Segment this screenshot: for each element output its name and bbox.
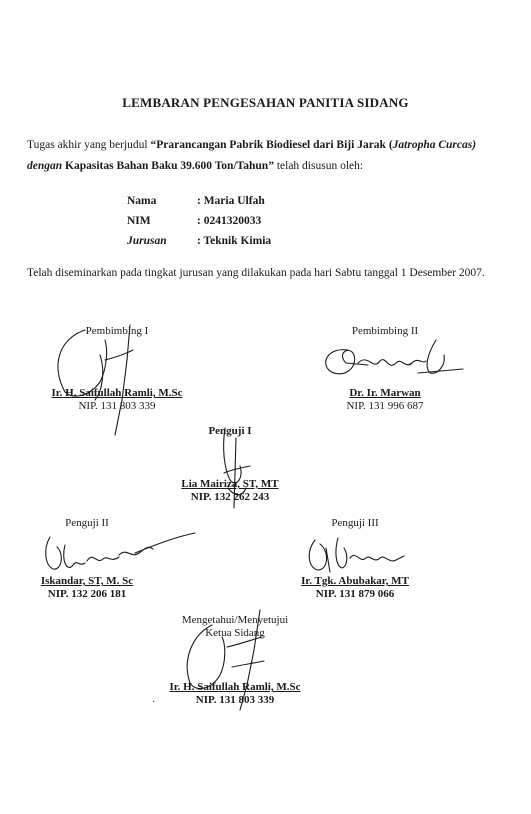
- signatory-name: Iskandar, ST, M. Sc: [40, 575, 134, 587]
- student-nim-label: NIM: [127, 215, 151, 227]
- signatory-role-line-1: Mengetahui/Menyetujui: [181, 614, 289, 626]
- student-name-label: Nama: [127, 195, 157, 207]
- signatory-nip: NIP. 131 996 687: [346, 400, 424, 412]
- signatory-nip: NIP. 132 262 243: [190, 491, 270, 503]
- intro-suffix: telah disusun oleh:: [273, 160, 364, 172]
- student-name-row: [127, 195, 265, 207]
- signatory-role: Penguji II: [65, 517, 109, 529]
- signatory-nip: NIP. 131 803 339: [195, 694, 275, 706]
- signatory-name: Ir. H. Saifullah Ramli, M.Sc: [169, 681, 301, 693]
- signatory-role: Pembimbing II: [351, 325, 419, 337]
- signatory-name: Ir. H. Saifullah Ramli, M.Sc: [51, 387, 183, 399]
- signatory-nip: NIP. 132 206 181: [47, 588, 127, 600]
- signatory-name: Lia Mairiza, ST, MT: [181, 478, 279, 490]
- signatory-role-line-2: Ketua Sidang: [205, 627, 265, 639]
- student-nim-row: [127, 215, 261, 227]
- page-title: LEMBARAN PENGESAHAN PANITIA SIDANG: [122, 95, 409, 110]
- thesis-title-part-2: Kapasitas Bahan Baku 39.600 Ton/Tahun”: [62, 160, 274, 172]
- signatory-role: Penguji III: [331, 517, 379, 529]
- signatory-name: Ir. Tgk. Abubakar, MT: [301, 575, 409, 587]
- thesis-title-part-1: “Prarancangan Pabrik Biodiesel dari Biji Jarak (: [150, 139, 393, 151]
- thesis-title-italic: Jatropha Curcas) dengan: [27, 139, 477, 172]
- seminar-paragraph: Telah diseminarkan pada tingkat jurusan yang dilakukan pada hari Sabtu tanggal 1 Desember 2007.: [27, 267, 485, 279]
- signatory-nip: NIP. 131 879 066: [315, 588, 395, 600]
- signature-penguji-2: [35, 525, 205, 585]
- student-jurusan-label: Jurusan: [127, 235, 167, 247]
- signature-ketua-sidang: [172, 605, 292, 715]
- stray-mark: ·: [152, 697, 156, 708]
- signature-pembimbing-2: [318, 335, 468, 385]
- signatory-name: Dr. Ir. Marwan: [349, 387, 421, 399]
- student-nim-value: : 0241320033: [197, 215, 262, 227]
- intro-prefix: Tugas akhir yang berjudul: [27, 139, 151, 151]
- student-jurusan-row: [127, 235, 271, 247]
- signature-penguji-3: [300, 530, 410, 580]
- signatory-role: Pembimbing I: [85, 325, 149, 337]
- student-jurusan-value: : Teknik Kimia: [197, 235, 272, 247]
- signature-pembimbing-1: [45, 320, 165, 440]
- signatory-nip: NIP. 131 803 339: [78, 400, 156, 412]
- signatory-role: Penguji I: [208, 425, 252, 437]
- student-name-value: : Maria Ulfah: [197, 195, 265, 207]
- intro-paragraph: [27, 135, 505, 177]
- signature-penguji-1: [210, 418, 270, 518]
